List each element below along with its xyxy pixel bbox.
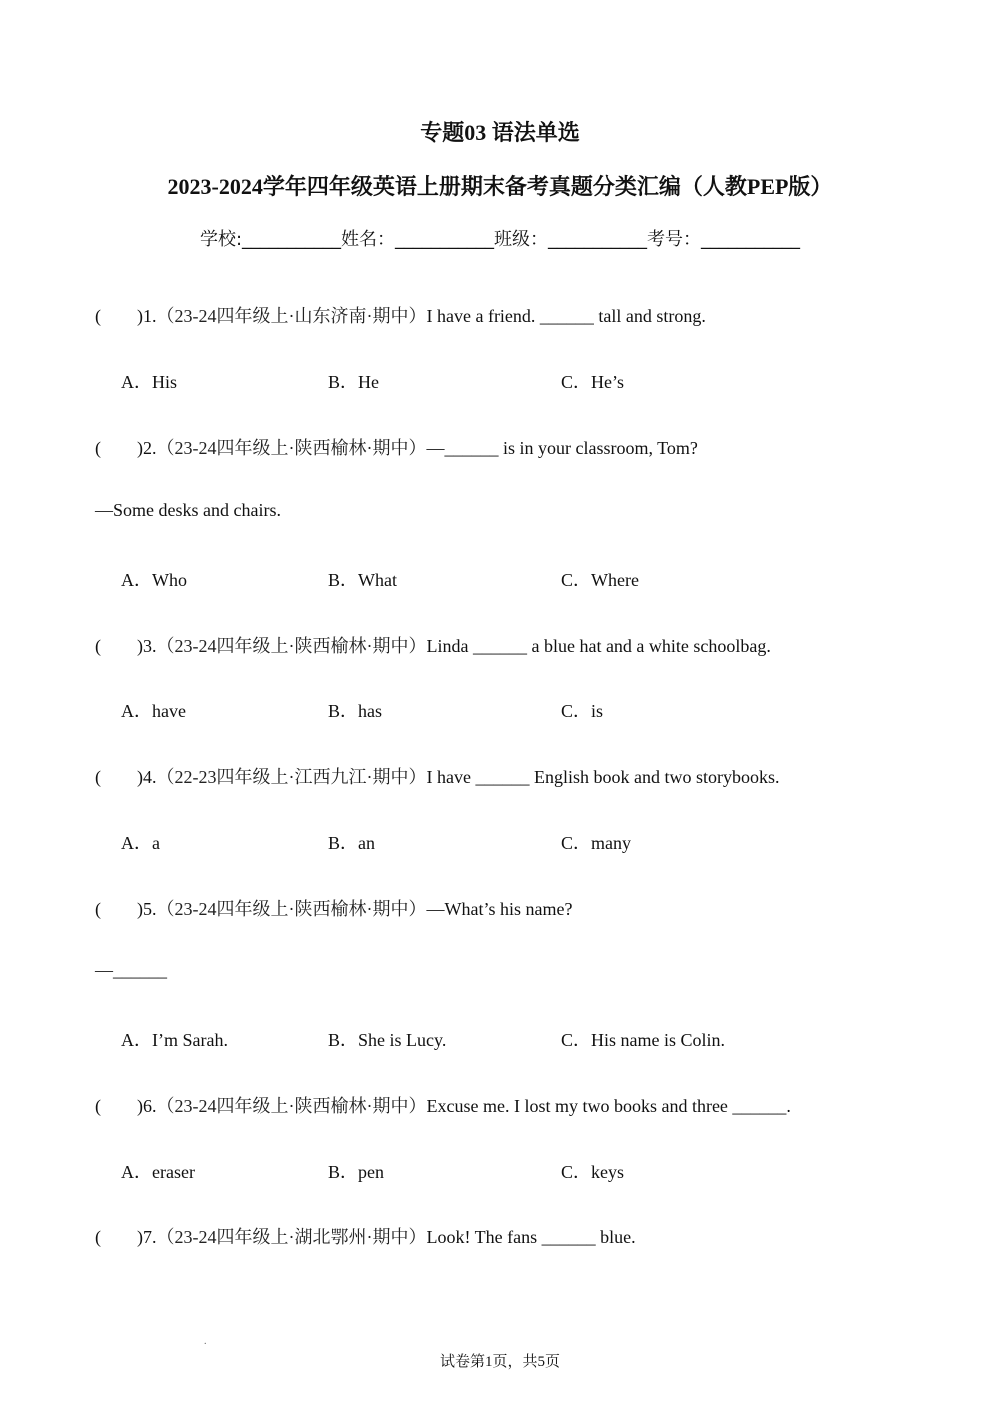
question-1-option-b: B．He — [328, 372, 379, 392]
question-3 — [95, 632, 771, 658]
page-footer: 试卷第1页，共5页 — [439, 1354, 560, 1370]
question-number: ( )3. — [95, 636, 157, 656]
question-stem: I have ______ English book and two storybooks. — [426, 767, 780, 787]
question-5-option-c: C．His name is Colin. — [561, 1030, 726, 1050]
question-source: （22-23四年级上·江西九江·期中） — [156, 767, 427, 787]
page-title: 专题03 语法单选 — [420, 120, 580, 145]
question-number: ( )2. — [95, 438, 157, 458]
question-5-option-b: B．She is Lucy. — [328, 1030, 447, 1050]
question-number: ( )1. — [95, 306, 157, 326]
question-2-option-b: B．What — [328, 570, 397, 590]
question-1-option-a: A．His — [121, 372, 178, 392]
question-4-option-c: C．many — [561, 833, 631, 853]
question-2-continuation: —Some desks and chairs. — [95, 500, 281, 520]
question-source: （23-24四年级上·湖北鄂州·期中） — [156, 1227, 427, 1247]
question-3-option-b: B．has — [328, 701, 382, 721]
question-6 — [95, 1092, 791, 1118]
stray-mark: . — [204, 1336, 207, 1347]
question-3-option-a: A．have — [121, 701, 186, 721]
question-6-option-a: A．eraser — [121, 1162, 195, 1182]
student-info-line: 学校:___________姓名：___________班级：___________考号：___________ — [199, 229, 801, 250]
question-number: ( )5. — [95, 899, 157, 919]
question-number: ( )4. — [95, 767, 157, 787]
question-2-option-c: C．Where — [561, 570, 639, 590]
question-5-continuation: —______ — [95, 960, 167, 980]
question-stem: Linda ______ a blue hat and a white schoolbag. — [426, 636, 771, 656]
question-1 — [95, 302, 706, 328]
question-2 — [95, 434, 698, 460]
question-2-option-a: A．Who — [121, 570, 187, 590]
question-1-option-c: C．He’s — [561, 372, 624, 392]
question-7 — [95, 1223, 636, 1249]
question-5-option-a: A．I’m Sarah. — [121, 1030, 228, 1050]
question-stem: Excuse me. I lost my two books and three ______. — [426, 1096, 791, 1116]
question-source: （23-24四年级上·陕西榆林·期中） — [156, 899, 427, 919]
question-source: （23-24四年级上·陕西榆林·期中） — [156, 438, 427, 458]
question-4-option-b: B．an — [328, 833, 375, 853]
question-stem: Look! The fans ______ blue. — [426, 1227, 636, 1247]
question-source: （23-24四年级上·山东济南·期中） — [156, 306, 427, 326]
question-6-option-b: B．pen — [328, 1162, 384, 1182]
question-3-option-c: C．is — [561, 701, 604, 721]
question-source: （23-24四年级上·陕西榆林·期中） — [156, 1096, 427, 1116]
question-5 — [95, 895, 572, 921]
question-number: ( )7. — [95, 1227, 157, 1247]
page-subtitle: 2023-2024学年四年级英语上册期末备考真题分类汇编（人教PEP版） — [167, 174, 833, 199]
question-source: （23-24四年级上·陕西榆林·期中） — [156, 636, 427, 656]
question-6-option-c: C．keys — [561, 1162, 624, 1182]
question-number: ( )6. — [95, 1096, 157, 1116]
question-stem: —______ is in your classroom, Tom? — [426, 438, 698, 458]
question-stem: —What’s his name? — [426, 899, 573, 919]
question-4 — [95, 763, 779, 789]
question-4-option-a: A．a — [121, 833, 160, 853]
question-stem: I have a friend. ______ tall and strong. — [426, 306, 706, 326]
